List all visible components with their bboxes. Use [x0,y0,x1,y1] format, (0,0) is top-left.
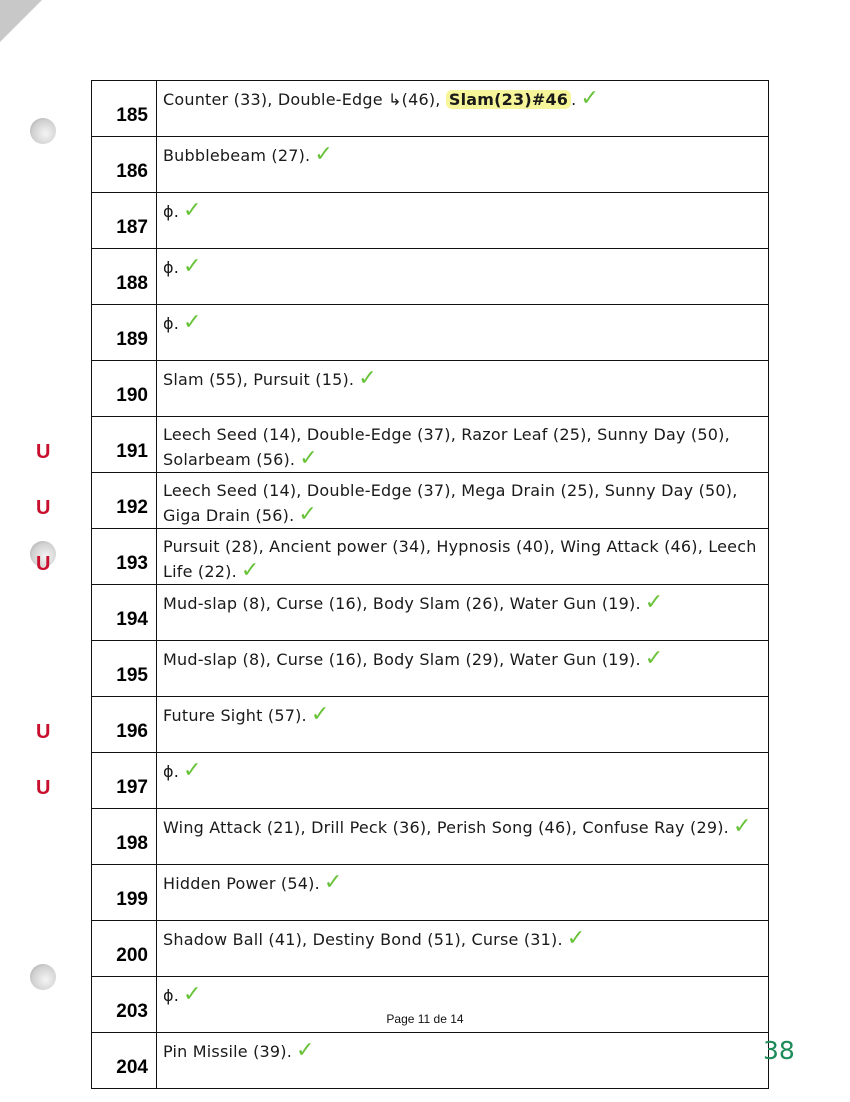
entry-number: 199 [116,889,148,910]
binder-hole [30,118,56,144]
entry-number-cell [92,921,157,977]
moves-cell [157,753,769,809]
check-mark-icon: ✓ [183,982,202,1007]
moves-text: Mud-slap (8), Curse (16), Body Slam (29), Water Gun (19). [163,650,641,669]
entry-number-cell [92,641,157,697]
check-mark-icon: ✓ [183,758,202,783]
table-row [92,81,769,137]
moves-text: ϕ. [163,202,180,221]
moves-text: Pursuit (28), Ancient power (34), Hypnosis (40), Wing Attack (46), Leech Life (22). [163,537,757,581]
entry-number-cell [92,193,157,249]
moves-table-body [36,81,769,1089]
entry-number-cell [92,585,157,641]
binder-hole [30,964,56,990]
table-row [92,193,769,249]
entry-number: 194 [116,609,148,630]
moves-cell [157,473,769,529]
moves-cell [157,529,769,585]
moves-cell [157,697,769,753]
check-mark-icon: ✓ [644,590,664,615]
moves-cell [157,249,769,305]
moves-cell [157,865,769,921]
unown-mark: U [36,777,51,799]
entry-number: 200 [116,945,148,966]
moves-text: Slam (55), Pursuit (15). [163,370,355,389]
entry-number: 204 [116,1057,148,1078]
check-mark-icon: ✓ [358,366,377,391]
entry-number-cell [92,865,157,921]
entry-number-cell [92,249,157,305]
entry-number: 198 [116,833,148,854]
table-row [92,137,769,193]
moves-cell [157,809,769,865]
table-row [92,249,769,305]
entry-number-cell [92,81,157,137]
moves-cell [157,417,769,473]
table-row [92,865,769,921]
moves-cell [157,137,769,193]
moves-cell [157,921,769,977]
table-row [92,809,769,865]
table-row [92,417,769,473]
moves-text: Future Sight (57). [163,706,307,725]
moves-cell [157,641,769,697]
entry-number: 188 [116,273,148,294]
entry-number-cell [92,1033,157,1089]
moves-text: ϕ. [163,258,180,277]
check-mark-icon: ✓ [310,702,330,727]
check-mark-icon: ✓ [566,926,586,951]
page-label: Page 11 de 14 [386,1012,464,1026]
moves-text: Shadow Ball (41), Destiny Bond (51), Curse (31). [163,930,563,949]
moves-cell [157,361,769,417]
moves-text: Leech Seed (14), Double-Edge (37), Razor Leaf (25), Sunny Day (50), Solarbeam (56). [163,425,730,469]
unown-mark: U [36,553,51,575]
moves-text: ϕ. [163,986,180,1005]
moves-table [36,80,769,1089]
table-row [92,753,769,809]
check-mark-icon: ✓ [323,870,343,895]
moves-text: Bubblebeam (27). [163,146,311,165]
moves-text: Counter (33), Double-Edge ↳(46), [163,90,446,109]
moves-end: . [571,90,577,109]
entry-number-cell [36,529,157,585]
moves-cell [157,81,769,137]
check-mark-icon: ✓ [580,86,600,111]
entry-number: 191 [116,441,148,462]
check-mark-icon: ✓ [240,558,260,583]
check-mark-icon: ✓ [314,142,333,167]
moves-text: ϕ. [163,314,180,333]
table-row [92,585,769,641]
table-row [92,529,769,585]
moves-text: Leech Seed (14), Double-Edge (37), Mega Drain (25), Sunny Day (50), Giga Drain (56). [163,481,738,525]
entry-number-cell [92,305,157,361]
table-row [92,361,769,417]
moves-text: Wing Attack (21), Drill Peck (36), Perish Song (46), Confuse Ray (29). [163,818,729,837]
table-row [92,921,769,977]
entry-number: 185 [116,105,148,126]
check-mark-icon: ✓ [183,310,202,335]
entry-number-cell [36,417,157,473]
moves-cell [157,1033,769,1089]
entry-number-cell [92,137,157,193]
check-mark-icon: ✓ [183,254,202,279]
moves-cell [157,305,769,361]
moves-text: Pin Missile (39). [163,1042,293,1061]
entry-number-cell [36,697,157,753]
entry-number: 196 [116,721,148,742]
table-row [92,305,769,361]
moves-text: ϕ. [163,762,180,781]
entry-number: 192 [116,497,148,518]
unown-mark: U [36,497,51,519]
unown-mark: U [36,441,51,463]
moves-cell [157,193,769,249]
table-row [92,1033,769,1089]
entry-number: 189 [116,329,148,350]
unown-mark: U [36,721,51,743]
folded-corner [0,0,42,42]
moves-cell [157,585,769,641]
entry-number: 193 [116,553,148,574]
entry-number: 186 [116,161,148,182]
entry-number: 203 [116,1001,148,1022]
entry-number-cell [36,473,157,529]
check-mark-icon: ✓ [732,814,752,839]
check-mark-icon: ✓ [298,502,318,527]
check-mark-icon: ✓ [644,646,664,671]
entry-number-cell [92,809,157,865]
entry-number: 187 [116,217,148,238]
check-mark-icon: ✓ [299,446,318,471]
check-mark-icon: ✓ [296,1038,315,1063]
entry-number: 197 [116,777,148,798]
moves-text: Hidden Power (54). [163,874,320,893]
entry-number-cell [36,753,157,809]
handwritten-page-number: 38 [763,1036,795,1065]
entry-number: 195 [116,665,148,686]
highlighted-move: Slam(23)#46 [446,90,571,109]
table-row [92,697,769,753]
check-mark-icon: ✓ [183,198,202,223]
table-row [92,641,769,697]
moves-text: Mud-slap (8), Curse (16), Body Slam (26), Water Gun (19). [163,594,641,613]
entry-number: 190 [116,385,148,406]
table-row [92,473,769,529]
entry-number-cell [92,361,157,417]
